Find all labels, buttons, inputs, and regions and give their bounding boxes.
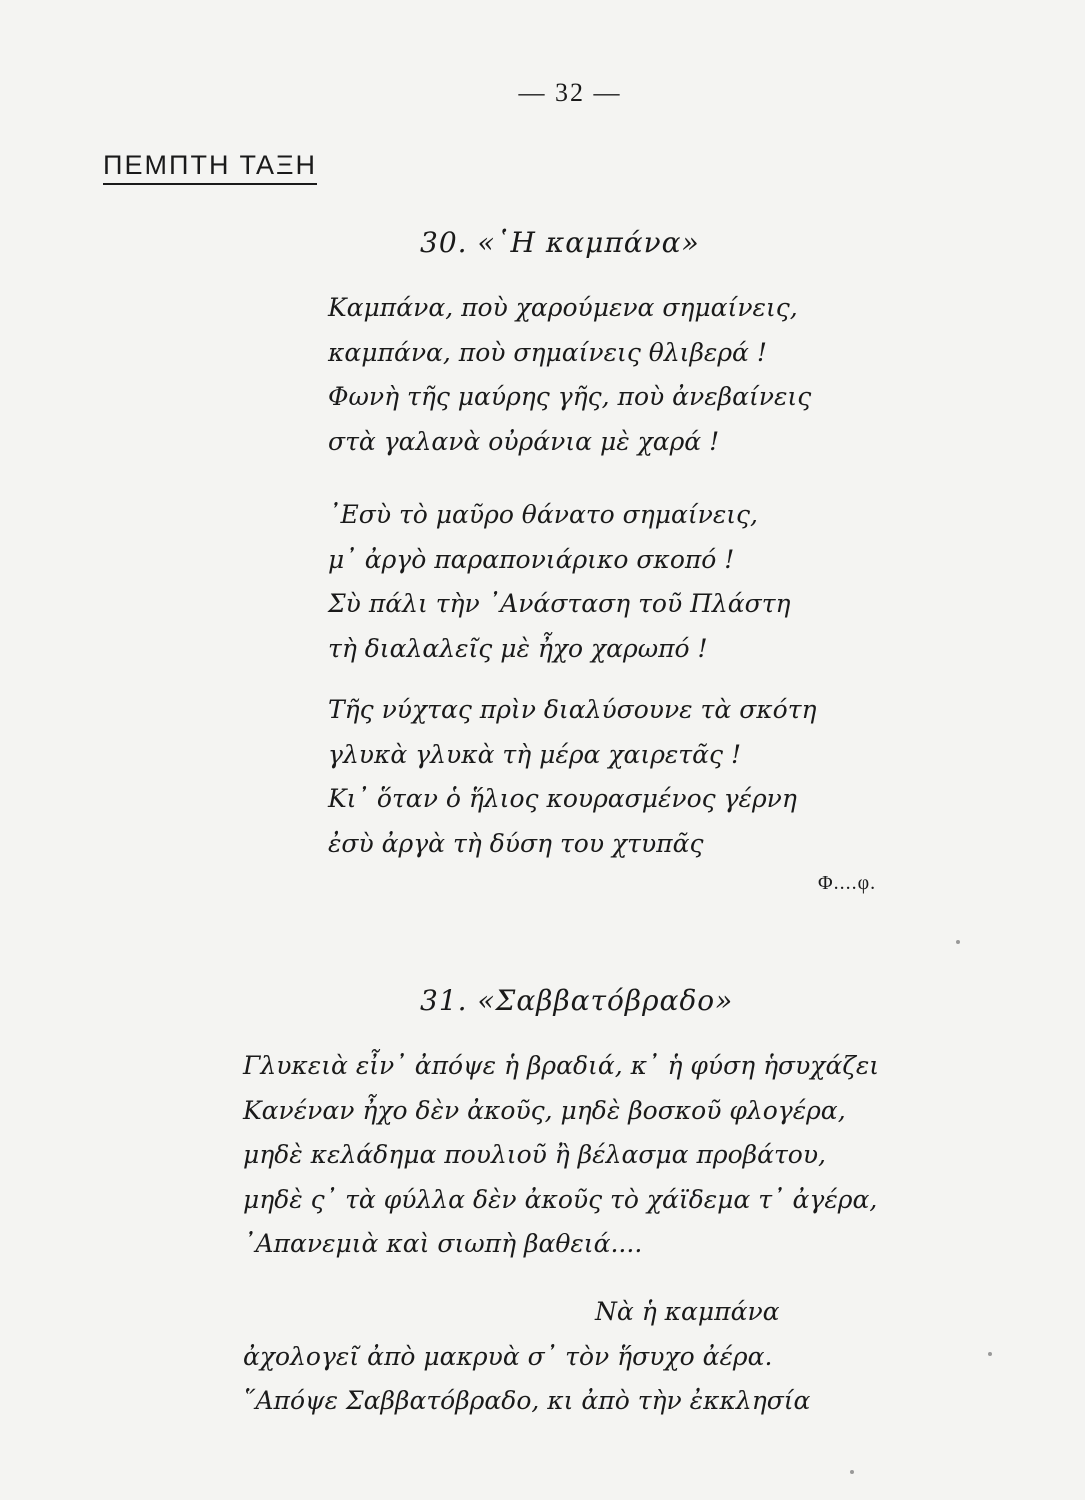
stanza-4	[243, 1044, 879, 1267]
poem-line: Γλυκειὰ εἶν᾿ ἀπόψε ἡ βραδιά, κ᾿ ἡ φύση ἡσυχάζει	[243, 1051, 880, 1080]
poem-title: 30. «῾Η καμπάνα»	[420, 226, 700, 259]
poem-line: Τῆς νύχτας πρὶν διαλύσουνε τὰ σκότη	[328, 695, 817, 724]
poem-line: Σὺ πάλι τὴν ᾿Ανάσταση τοῦ Πλάστη	[328, 589, 791, 618]
paper-speck	[988, 1352, 992, 1356]
poem-line: Κι᾿ ὅταν ὁ ἥλιος κουρασμένος γέρνη	[328, 784, 797, 813]
page-number: — 32 —	[518, 78, 622, 107]
stanza-2	[328, 493, 791, 671]
poem-line: τὴ διαλαλεῖς μὲ ἦχο χαρωπό !	[328, 633, 708, 663]
section-heading: ΠΕΜΠΤΗ ΤΑΞΗ	[103, 150, 317, 185]
poem-line: Καμπάνα, ποὺ χαρούμενα σημαίνεις,	[328, 293, 798, 322]
poem-line: στὰ γαλανὰ οὐράνια μὲ χαρά !	[328, 426, 720, 456]
poem-line: καμπάνα, ποὺ σημαίνεις θλιβερά !	[328, 337, 767, 367]
stanza-1	[328, 286, 811, 464]
poem-line: μηδὲ κελάδημα πουλιοῦ ἢ βέλασμα προβάτου,	[243, 1140, 827, 1169]
poem-line: γλυκὰ γλυκὰ τὴ μέρα χαιρετᾶς !	[328, 739, 742, 769]
poem-line: Κανέναν ἦχο δὲν ἀκοῦς, μηδὲ βοσκοῦ φλογέρα,	[243, 1095, 846, 1125]
poem-line: μηδὲ ς᾿ τὰ φύλλα δὲν ἀκοῦς τὸ χάϊδεμα τ᾿ ἀγέρα,	[243, 1184, 878, 1214]
poem-line: ἐσὺ ἀργὰ τὴ δύση του χτυπᾶς	[328, 828, 704, 858]
paper-speck	[956, 940, 960, 944]
poem-title: 31. «Σαββατόβραδο»	[420, 984, 734, 1017]
stanza-5	[243, 1290, 810, 1424]
poem-line: Νὰ ἡ καμπάνα	[595, 1297, 780, 1326]
poem-line: ῞Απόψε Σαββατόβραδο, κι ἀπὸ τὴν ἐκκλησία	[243, 1386, 811, 1415]
poem-line: ᾿Εσὺ τὸ μαῦρο θάνατο σημαίνεις,	[328, 500, 758, 529]
paper-speck	[850, 1470, 854, 1474]
poem-line: μ᾿ ἀργὸ παραπονιάρικο σκοπό !	[328, 544, 735, 574]
poem-line: Φωνὴ τῆς μαύρης γῆς, ποὺ ἀνεβαίνεις	[328, 382, 812, 411]
poem-line: ἀχολογεῖ ἀπὸ μακρυὰ σ᾿ τὸν ἥσυχο ἀέρα.	[243, 1341, 773, 1371]
poem-line: ᾿Απανεμιὰ καὶ σιωπὴ βαθειά....	[243, 1229, 643, 1258]
author-signature: Φ....φ.	[818, 872, 877, 894]
stanza-3	[328, 688, 817, 866]
